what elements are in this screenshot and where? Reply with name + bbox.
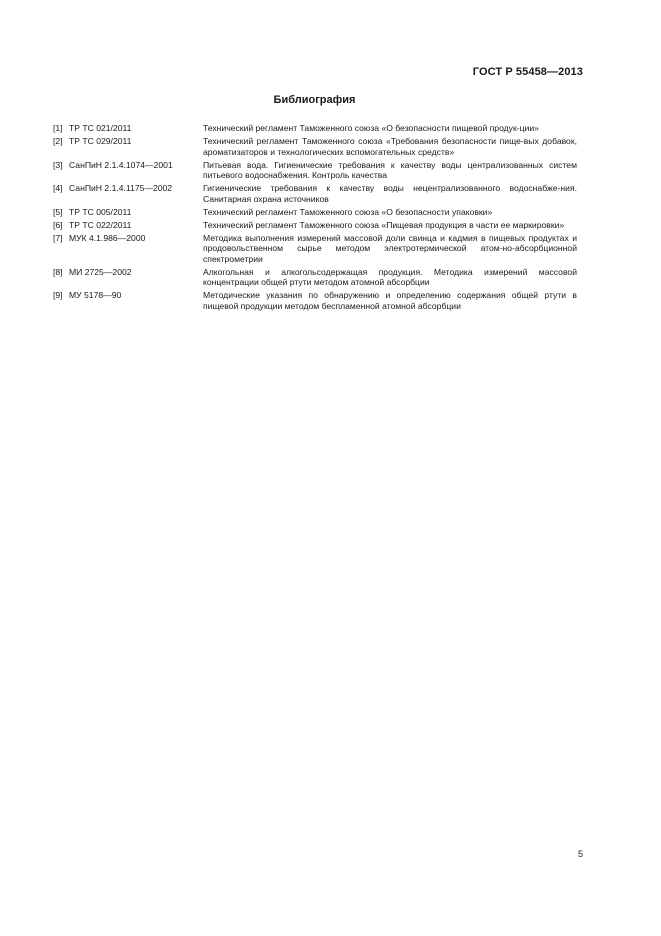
entry-reference: ТР ТС 005/2011	[69, 206, 132, 217]
entry-reference: ТР ТС 021/2011	[69, 123, 132, 133]
bibliography-list	[53, 123, 577, 314]
bibliography-entry	[53, 160, 577, 181]
bibliography-entry	[53, 267, 577, 288]
entry-number: [9]	[53, 290, 63, 300]
entry-reference: СанПиН 2.1.4.1074—2001	[69, 159, 173, 170]
entry-reference: МУК 4.1.986—2000	[69, 232, 146, 243]
bibliography-entry	[53, 207, 577, 218]
entry-reference: МИ 2725—2002	[69, 266, 132, 277]
entry-number: [2]	[53, 136, 63, 146]
entry-description: Технический регламент Таможенного союза «О безопасности пищевой продук-ции»	[203, 123, 539, 133]
document-code: ГОСТ Р 55458—2013	[472, 66, 583, 78]
entry-reference: СанПиН 2.1.4.1175—2002	[69, 183, 173, 193]
entry-number: [4]	[53, 183, 63, 193]
entry-reference: ТР ТС 022/2011	[69, 219, 132, 230]
bibliography-entry	[53, 183, 577, 204]
entry-description: Технический регламент Таможенного союза «Пищевая продукция в части ее маркировки»	[203, 219, 565, 230]
entry-number: [6]	[53, 219, 63, 230]
entry-number: [7]	[53, 232, 63, 243]
entry-number: [8]	[53, 266, 63, 277]
entry-description: Методика выполнения измерений массовой доли свинца и кадмия в пищевых продуктах и продовольственном сырье методом электротермической атом-но-абсорбционной спектрометрии	[203, 232, 577, 264]
entry-number: [3]	[53, 159, 63, 170]
entry-description: Технический регламент Таможенного союза «О безопасности упаковки»	[203, 206, 493, 217]
bibliography-entry	[53, 233, 577, 265]
entry-description: Алкогольная и алкогольсодержащая продукция. Методика измерений массовой концентрации общей ртути методом атомной абсорбции	[203, 266, 577, 287]
entry-description: Методические указания по обнаружению и определению содержания общей ртути в пищевой продукции методом беспламенной атомной абсорбции	[203, 290, 577, 311]
entry-reference: ТР ТС 029/2011	[69, 136, 132, 146]
entry-number: [5]	[53, 206, 63, 217]
bibliography-entry	[53, 136, 577, 157]
bibliography-entry	[53, 220, 577, 231]
page-number: 5	[577, 849, 583, 859]
entry-reference: МУ 5178—90	[69, 290, 122, 300]
bibliography-entry	[53, 123, 577, 134]
entry-description: Гигиенические требования к качеству воды нецентрализованного водоснабже-ния. Санитарная охрана источников	[203, 183, 577, 204]
entry-number: [1]	[53, 123, 63, 133]
entry-description: Питьевая вода. Гигиенические требования к качеству воды централизованных систем питьевого водоснабжения. Контроль качества	[203, 159, 577, 180]
entry-description: Технический регламент Таможенного союза «Требования безопасности пище-вых добавок, ароматизаторов и технологических вспомогательных средств»	[203, 136, 577, 157]
page-title: Библиография	[273, 94, 356, 106]
bibliography-entry	[53, 290, 577, 311]
